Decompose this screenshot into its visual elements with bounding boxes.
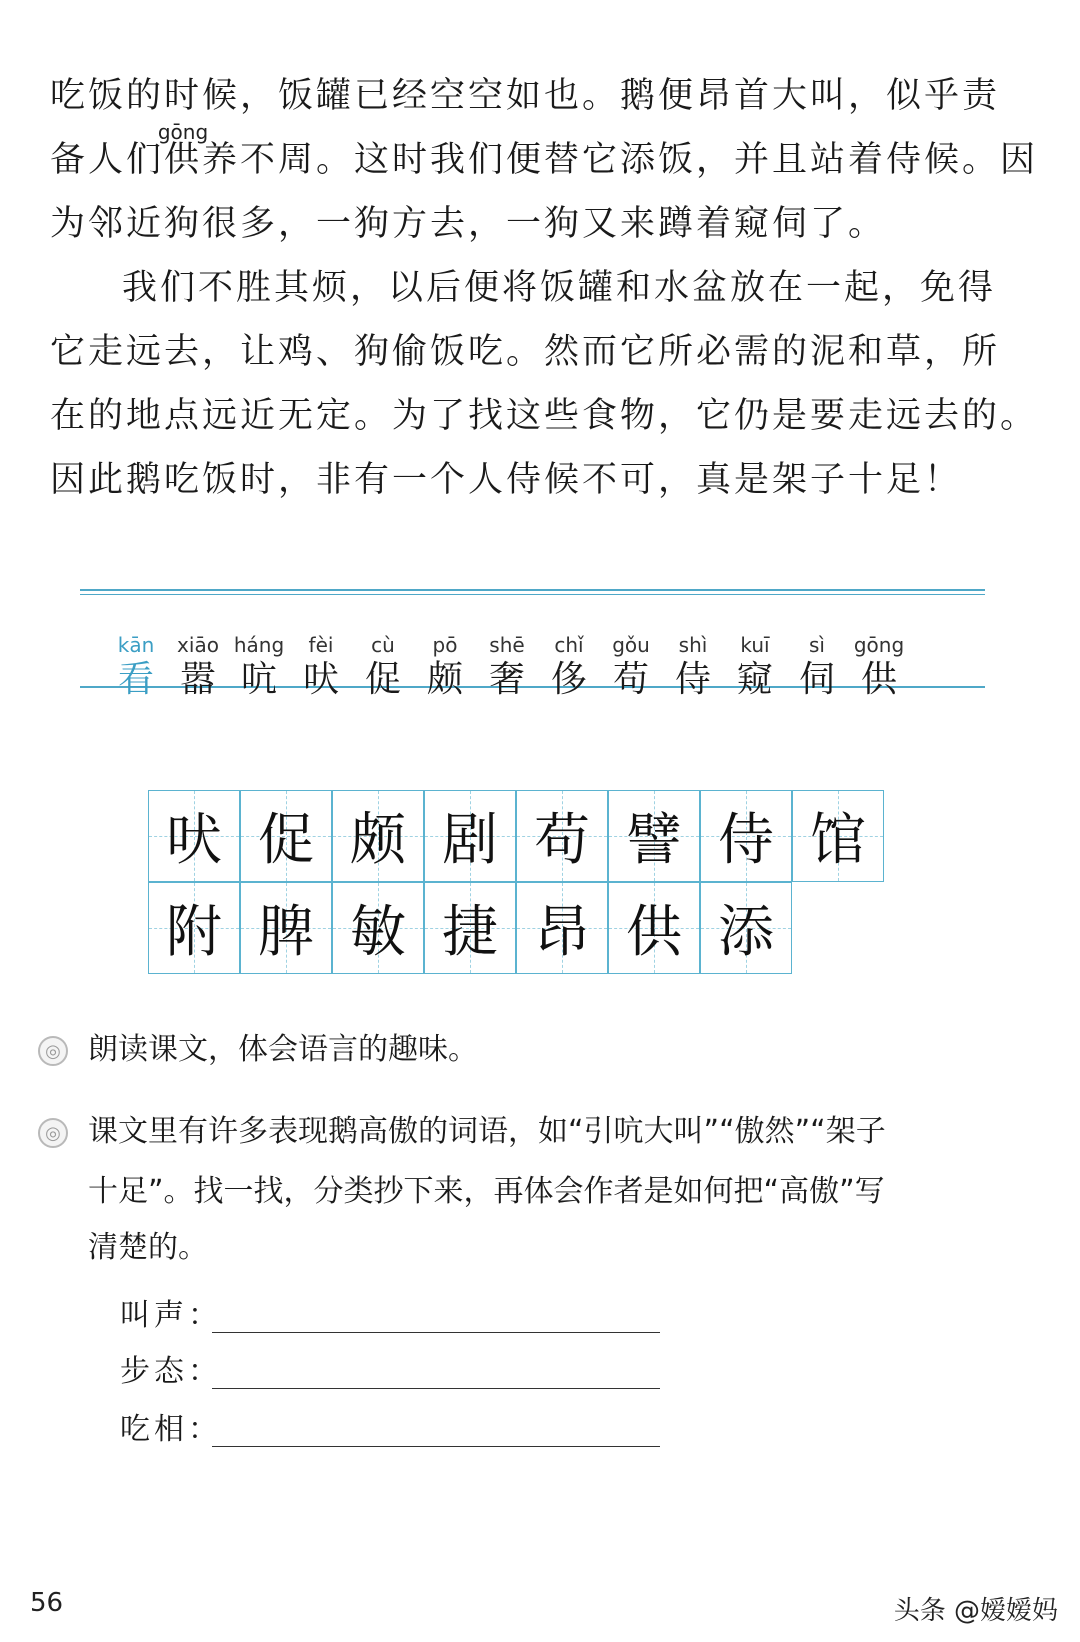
text-line-2-pre: 备人们 (50, 140, 165, 180)
grid-cell (700, 882, 792, 974)
fill-line-gait[interactable] (212, 1388, 660, 1389)
vocab-item (539, 632, 599, 702)
fill-line-eating[interactable] (212, 1446, 660, 1447)
vocab-item (849, 632, 909, 702)
vocab-char: 促 (364, 659, 401, 700)
vocab-pinyin: kuī (740, 633, 770, 657)
vocab-char: 侈 (550, 659, 587, 700)
grid-char: 颇 (350, 808, 406, 873)
vocab-char: 窥 (736, 659, 773, 700)
grid-char: 促 (258, 808, 314, 873)
page-number: 56 (30, 1588, 64, 1618)
fill-label-eating: 吃相： (120, 1412, 222, 1447)
vocab-item (787, 632, 847, 702)
grid-cell (148, 790, 240, 882)
ruby-char (157, 120, 209, 182)
grid-char: 馆 (810, 808, 866, 873)
vocab-band-top (80, 589, 985, 591)
vocab-pinyin: gōng (853, 633, 905, 657)
grid-cell (516, 882, 608, 974)
grid-char: 脾 (258, 900, 314, 965)
vocab-item (601, 632, 661, 702)
vocab-item (291, 632, 351, 702)
vocab-char: 吠 (302, 659, 339, 700)
vocab-pinyin: gǒu (612, 633, 650, 657)
text-line-7: 因此鹅吃饭时，非有一个人侍候不可，真是架子十足！ (50, 460, 963, 500)
grid-char: 譬 (626, 808, 682, 873)
grid-char: 侍 (718, 808, 774, 873)
vocab-char: 看 (117, 659, 154, 700)
grid-char: 苟 (534, 808, 590, 873)
grid-cell (608, 790, 700, 882)
vocab-char: 供 (860, 659, 897, 700)
exercise-1: 朗读课文，体会语言的趣味。 (88, 1032, 478, 1067)
exercise-2-line-1: 课文里有许多表现鹅高傲的词语，如“引吭大叫”“傲然”“架子 (88, 1114, 886, 1149)
watermark: 头条 @嫒嫒妈 (893, 1596, 1058, 1626)
vocab-pinyin: cù (371, 633, 395, 657)
text-line-3: 为邻近狗很多，一狗方去，一狗又来蹲着窥伺了。 (50, 204, 887, 244)
vocab-pinyin: sì (809, 633, 825, 657)
vocab-char: 嚣 (179, 659, 216, 700)
vocab-pinyin: xiāo (177, 633, 219, 657)
fill-label-gait: 步态： (120, 1354, 222, 1389)
grid-char: 吠 (166, 808, 222, 873)
vocab-item (168, 632, 228, 702)
vocab-item (106, 632, 166, 702)
grid-cell (148, 882, 240, 974)
grid-cell (516, 790, 608, 882)
grid-char: 捷 (442, 900, 498, 965)
grid-char: 附 (166, 900, 222, 965)
vocab-char: 颇 (426, 659, 463, 700)
grid-cell (332, 882, 424, 974)
grid-cell (424, 790, 516, 882)
grid-char: 剧 (442, 808, 498, 873)
ruby-pinyin: gōng (157, 120, 209, 144)
text-line-2-post: 养不周。 (202, 140, 355, 180)
vocab-item (663, 632, 723, 702)
exercise-2-line-2: 十足”。找一找，分类抄下来，再体会作者是如何把“高傲”写 (88, 1174, 885, 1209)
fill-label-sound: 叫声： (120, 1298, 222, 1333)
vocab-char: 苟 (612, 659, 649, 700)
vocab-char: 奢 (488, 659, 525, 700)
ruby-base: 供 (164, 140, 203, 180)
vocab-pinyin: shē (489, 633, 525, 657)
vocab-pinyin: fèi (308, 633, 334, 657)
vocab-pinyin: kān (117, 633, 155, 657)
grid-char: 添 (718, 900, 774, 965)
text-line-6: 在的地点远近无定。为了找这些食物，它仍是要走远去的。 (50, 396, 1039, 436)
grid-char: 昂 (534, 900, 590, 965)
grid-cell (332, 790, 424, 882)
fill-line-sound[interactable] (212, 1332, 660, 1333)
vocab-item (477, 632, 537, 702)
grid-cell (240, 790, 332, 882)
vocab-pinyin: chǐ (554, 633, 584, 657)
vocab-pinyin: háng (233, 633, 285, 657)
grid-cell (792, 790, 884, 882)
vocab-char: 伺 (798, 659, 835, 700)
vocab-char: 吭 (240, 659, 277, 700)
vocab-char: 侍 (674, 659, 711, 700)
exercise-bullet-icon: ◎ (38, 1118, 68, 1148)
exercise-2-line-3: 清楚的。 (88, 1230, 208, 1265)
grid-char: 敏 (350, 900, 406, 965)
text-line-1: 吃饭的时候，饭罐已经空空如也。鹅便昂首大叫，似乎责 (50, 76, 1001, 116)
vocab-pinyin: shì (678, 633, 708, 657)
grid-cell (424, 882, 516, 974)
grid-char: 供 (626, 900, 682, 965)
grid-cell (700, 790, 792, 882)
grid-cell (240, 882, 332, 974)
exercise-bullet-icon: ◎ (38, 1036, 68, 1066)
vocab-pinyin: pō (432, 633, 458, 657)
vocab-item (725, 632, 785, 702)
text-line-4: 我们不胜其烦，以后便将饭罐和水盆放在一起，免得 (122, 268, 997, 308)
text-line-2 (50, 120, 1039, 182)
grid-cell (608, 882, 700, 974)
text-line-2-rest: 这时我们便替它添饭，并且站着侍候。因 (354, 140, 1039, 180)
vocab-item (415, 632, 475, 702)
vocab-band-top-thin (80, 594, 985, 595)
vocab-item (353, 632, 413, 702)
vocab-item (229, 632, 289, 702)
text-line-5: 它走远去，让鸡、狗偷饭吃。然而它所必需的泥和草，所 (50, 332, 1001, 372)
